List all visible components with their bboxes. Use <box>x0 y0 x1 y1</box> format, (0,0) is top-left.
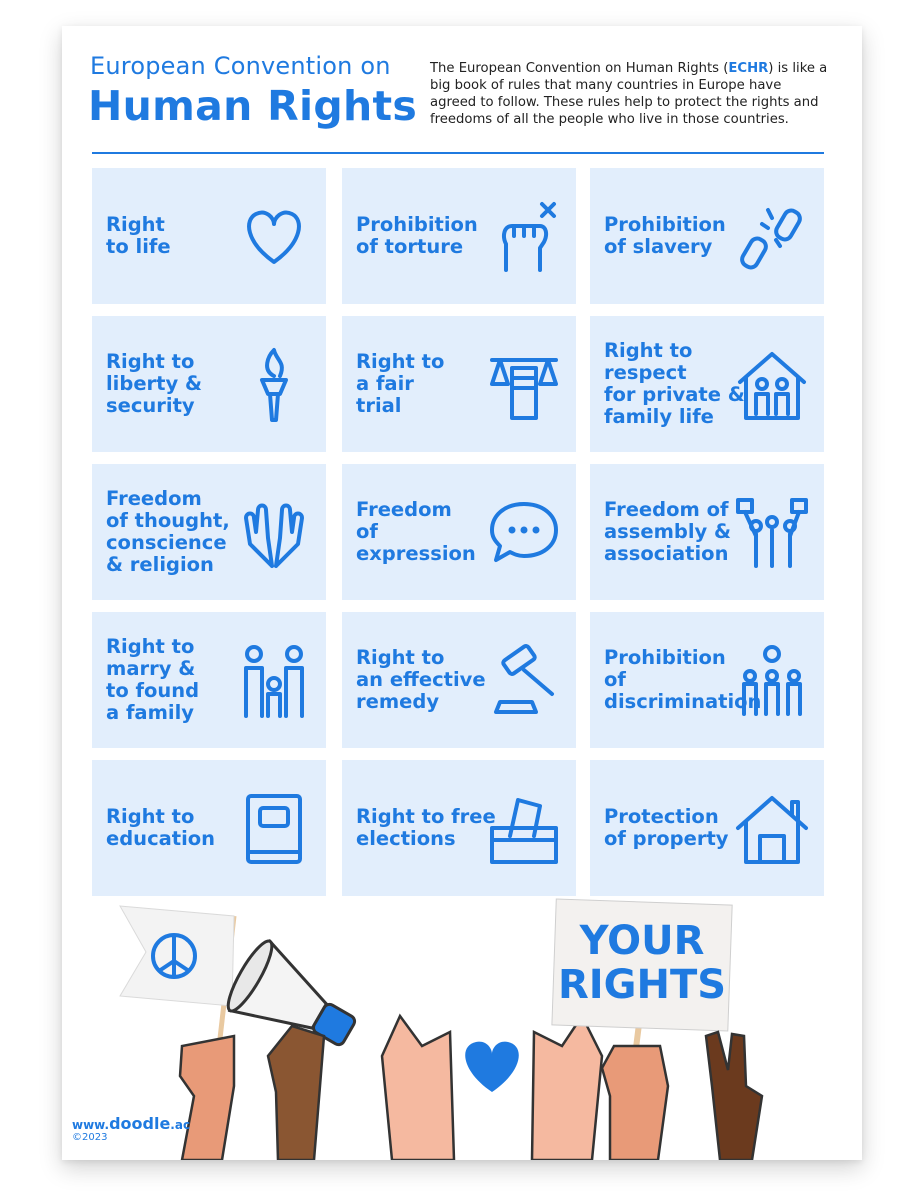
right-card <box>342 760 576 896</box>
sign-line-2: RIGHTS <box>557 962 727 1008</box>
speech-bubble-icon <box>484 492 564 572</box>
right-card <box>92 612 326 748</box>
right-card-label: Right to marry & to found a family <box>106 635 200 724</box>
right-card-label: Right to liberty & security <box>106 350 202 417</box>
raised-fist <box>268 1026 324 1160</box>
right-card-label: Prohibition of discrimination <box>604 646 762 713</box>
sign-line-1: YOUR <box>579 918 705 964</box>
brand-url[interactable] <box>72 1114 190 1133</box>
poster <box>62 26 862 1160</box>
copyright-year: ©2023 <box>72 1132 108 1143</box>
right-card-label: Right to education <box>106 805 216 850</box>
right-card-label: Right to respect for private & family life <box>604 339 745 428</box>
right-card-label: Freedom of assembly & association <box>604 498 732 565</box>
intro-after: ) is like a big book of rules that many countries in Europe have agreed to follow. These rules help to protect the rights and freedoms of all the people who live in those countries. <box>430 61 828 127</box>
right-card-label: Right to life <box>106 213 171 258</box>
house-family-icon <box>732 344 812 424</box>
heart-icon <box>465 1042 519 1092</box>
intro-text <box>430 60 830 128</box>
title-line-1: European Convention on <box>90 52 391 80</box>
right-card-label: Prohibition of slavery <box>604 213 726 258</box>
right-card <box>342 464 576 600</box>
raised-hand-2 <box>602 1046 668 1160</box>
right-card <box>342 168 576 304</box>
heart-hands <box>382 1016 602 1160</box>
right-card <box>590 464 824 600</box>
right-card-label: Right to a fair trial <box>356 350 445 417</box>
right-card-label: Right to an effective remedy <box>356 646 486 713</box>
right-card <box>590 168 824 304</box>
right-card <box>590 316 824 452</box>
right-card-label: Freedom of expression <box>356 498 476 565</box>
right-card <box>590 612 824 748</box>
right-card-label: Prohibition of torture <box>356 213 478 258</box>
header-divider <box>92 152 824 154</box>
right-card <box>342 612 576 748</box>
right-card <box>342 316 576 452</box>
protest-group-icon <box>732 492 812 572</box>
intro-highlight: ECHR <box>728 61 769 76</box>
raised-hand-1 <box>180 1036 234 1160</box>
right-card <box>590 760 824 896</box>
ballot-box-icon <box>484 788 564 868</box>
right-card <box>92 464 326 600</box>
discrimination-group-icon <box>732 640 812 720</box>
torch-icon <box>234 344 314 424</box>
house-icon <box>732 788 812 868</box>
heart-icon <box>234 196 314 276</box>
broken-chain-icon <box>732 196 812 276</box>
right-card-label: Freedom of thought, conscience & religion <box>106 487 230 576</box>
gavel-icon <box>484 640 564 720</box>
right-card <box>92 316 326 452</box>
intro-before: The European Convention on Human Rights ( <box>430 61 729 76</box>
right-card-label: Protection of property <box>604 805 729 850</box>
right-card <box>92 760 326 896</box>
right-card-label: Right to free elections <box>356 805 496 850</box>
open-hands-icon <box>234 492 314 572</box>
peace-hand <box>706 1032 762 1160</box>
brand-name: doodle <box>109 1114 171 1133</box>
brand-prefix: www. <box>72 1118 110 1132</box>
scales-fist-icon <box>484 344 564 424</box>
raised-fist-icon <box>484 196 564 276</box>
right-card <box>92 168 326 304</box>
brand-suffix: .ac <box>170 1118 191 1132</box>
family-icon <box>234 640 314 720</box>
page-title: Human Rights <box>88 82 418 130</box>
book-icon <box>234 788 314 868</box>
